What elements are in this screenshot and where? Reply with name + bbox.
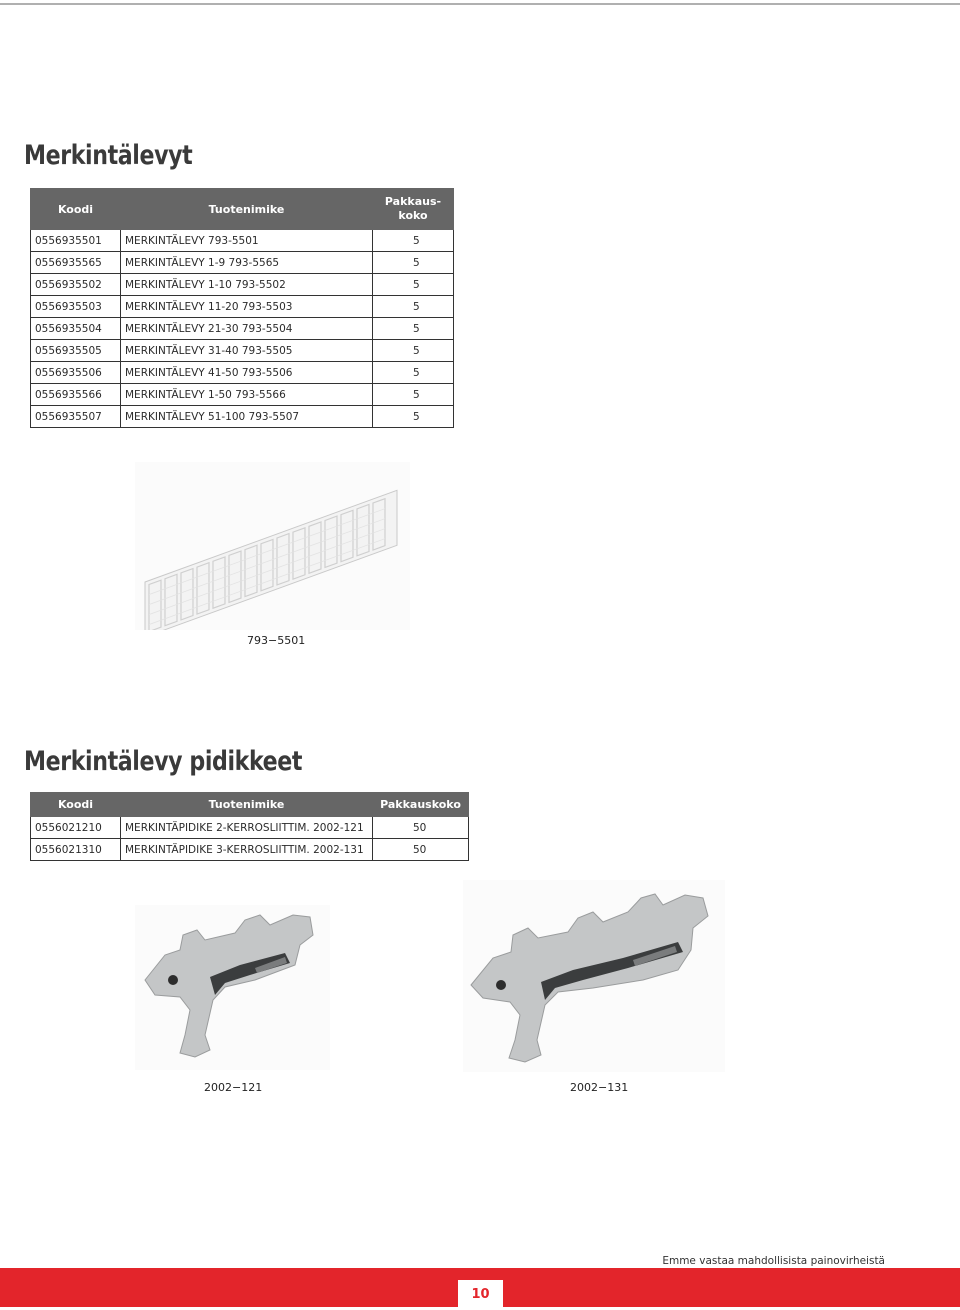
cell-pack: 5 bbox=[373, 406, 454, 428]
cell-code: 0556935504 bbox=[31, 318, 121, 340]
header-pack: Pakkaus- koko bbox=[373, 189, 454, 230]
cell-pack: 5 bbox=[373, 318, 454, 340]
image-caption-793-5501: 793−5501 bbox=[247, 634, 306, 647]
cell-code: 0556021310 bbox=[31, 839, 121, 861]
cell-code: 0556935506 bbox=[31, 362, 121, 384]
cell-name: MERKINTÄLEVY 21-30 793-5504 bbox=[121, 318, 373, 340]
cell-name: MERKINTÄPIDIKE 3-KERROSLIITTIM. 2002-131 bbox=[121, 839, 373, 861]
table-row bbox=[31, 274, 454, 296]
cell-pack: 5 bbox=[373, 274, 454, 296]
cell-pack: 5 bbox=[373, 296, 454, 318]
cell-code: 0556935502 bbox=[31, 274, 121, 296]
header-code: Koodi bbox=[31, 793, 121, 817]
cell-name: MERKINTÄLEVY 1-10 793-5502 bbox=[121, 274, 373, 296]
holder-2002-131-image bbox=[463, 880, 725, 1072]
holder-2002-121-image bbox=[135, 905, 330, 1070]
table-row bbox=[31, 230, 454, 252]
table-row bbox=[31, 839, 469, 861]
header-code: Koodi bbox=[31, 189, 121, 230]
cell-name: MERKINTÄLEVY 1-9 793-5565 bbox=[121, 252, 373, 274]
disclaimer-text: Emme vastaa mahdollisista painovirheistä bbox=[662, 1255, 885, 1267]
cell-code: 0556935501 bbox=[31, 230, 121, 252]
section-title-merkintalevyt: Merkintälevyt bbox=[24, 140, 193, 171]
marking-holders-table bbox=[30, 792, 469, 861]
table-row bbox=[31, 318, 454, 340]
cell-code: 0556021210 bbox=[31, 817, 121, 839]
table-row bbox=[31, 817, 469, 839]
marking-plates-table bbox=[30, 188, 454, 428]
table-row bbox=[31, 406, 454, 428]
section-title-merkintalevy-pidikkeet: Merkintälevy pidikkeet bbox=[24, 746, 303, 777]
cell-name: MERKINTÄLEVY 793-5501 bbox=[121, 230, 373, 252]
top-rule bbox=[0, 3, 960, 5]
cell-pack: 5 bbox=[373, 384, 454, 406]
cell-code: 0556935507 bbox=[31, 406, 121, 428]
cell-code: 0556935505 bbox=[31, 340, 121, 362]
cell-name: MERKINTÄLEVY 41-50 793-5506 bbox=[121, 362, 373, 384]
header-pack: Pakkauskoko bbox=[373, 793, 469, 817]
cell-pack: 5 bbox=[373, 340, 454, 362]
cell-name: MERKINTÄPIDIKE 2-KERROSLIITTIM. 2002-121 bbox=[121, 817, 373, 839]
cell-name: MERKINTÄLEVY 1-50 793-5566 bbox=[121, 384, 373, 406]
marking-plate-image bbox=[135, 462, 410, 630]
table-row bbox=[31, 296, 454, 318]
table-row bbox=[31, 252, 454, 274]
image-caption-2002-121: 2002−121 bbox=[204, 1081, 263, 1094]
table-row bbox=[31, 362, 454, 384]
table-header-row bbox=[31, 793, 469, 817]
cell-code: 0556935503 bbox=[31, 296, 121, 318]
cell-name: MERKINTÄLEVY 31-40 793-5505 bbox=[121, 340, 373, 362]
table-header-row bbox=[31, 189, 454, 230]
header-name: Tuotenimike bbox=[121, 189, 373, 230]
table-row bbox=[31, 340, 454, 362]
cell-pack: 5 bbox=[373, 362, 454, 384]
cell-pack: 50 bbox=[373, 817, 469, 839]
image-caption-2002-131: 2002−131 bbox=[570, 1081, 629, 1094]
cell-name: MERKINTÄLEVY 11-20 793-5503 bbox=[121, 296, 373, 318]
cell-pack: 50 bbox=[373, 839, 469, 861]
page-number: 10 bbox=[458, 1280, 503, 1307]
table-row bbox=[31, 384, 454, 406]
cell-pack: 5 bbox=[373, 252, 454, 274]
header-name: Tuotenimike bbox=[121, 793, 373, 817]
cell-pack: 5 bbox=[373, 230, 454, 252]
cell-name: MERKINTÄLEVY 51-100 793-5507 bbox=[121, 406, 373, 428]
cell-code: 0556935565 bbox=[31, 252, 121, 274]
cell-code: 0556935566 bbox=[31, 384, 121, 406]
